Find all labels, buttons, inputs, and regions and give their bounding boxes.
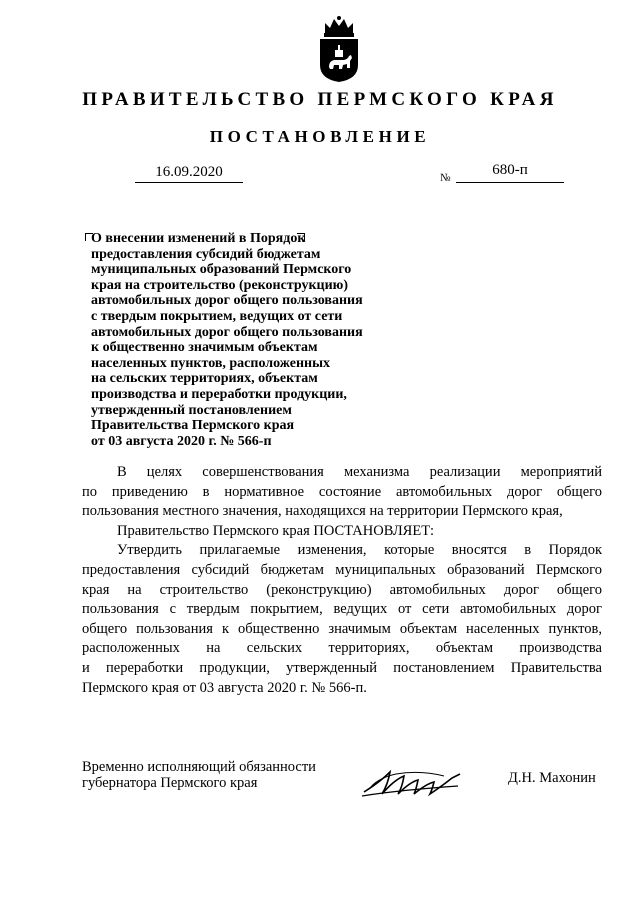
date-underline: [135, 182, 243, 183]
paragraph-1-line: по приведению в нормативное состояние автомобильных дорог общего: [82, 483, 602, 500]
subject-line: О внесении изменений в Порядок: [91, 231, 306, 246]
subject-line: автомобильных дорог общего пользования: [91, 293, 363, 309]
subject-line: края на строительство (реконструкцию): [91, 277, 349, 293]
paragraph-1-line: В целях совершенствования механизма реализации мероприятий: [117, 464, 602, 480]
subject-line: населенных пунктов, расположенных: [91, 355, 331, 371]
subject-line: на сельских территориях, объектам: [91, 371, 318, 387]
paragraph-3-line: пользования с твердым покрытием, ведущих от сети автомобильных дорог: [82, 601, 602, 618]
position-line: губернатора Пермского края: [82, 774, 258, 791]
document-date: 16.09.2020: [155, 164, 223, 180]
document-subject: [91, 231, 411, 449]
subject-line: к общественно значимым объектам: [91, 340, 318, 356]
paragraph-3-line: Утвердить прилагаемые изменения, которые вносятся в Порядок: [117, 542, 602, 559]
number-sign: №: [440, 172, 451, 184]
paragraph-3-line: предоставления субсидий бюджетам муниципальных образований Пермского: [82, 561, 602, 578]
handwritten-signature-icon: [360, 764, 470, 804]
subject-line: от 03 августа 2020 г. № 566-п: [91, 433, 272, 449]
paragraph-3-line: расположенных на сельских территориях, объектам производства: [82, 640, 602, 657]
document-number: 680-п: [492, 162, 528, 178]
government-title: ПРАВИТЕЛЬСТВО ПЕРМСКОГО КРАЯ: [82, 89, 558, 110]
signatory-position: [82, 760, 316, 791]
subject-line: автомобильных дорог общего пользования: [91, 324, 363, 340]
subject-line: утвержденный постановлением: [91, 402, 292, 418]
subject-line: муниципальных образований Пермского: [91, 262, 352, 278]
signatory-name: Д.Н. Махонин: [508, 770, 596, 786]
paragraph-3-line: Пермского края от 03 августа 2020 г. № 566-п.: [82, 679, 367, 696]
paragraph-2: Правительство Пермского края ПОСТАНОВЛЯЕТ:: [117, 522, 435, 539]
paragraph-1-line: пользования местного значения, находящихся на территории Пермского края,: [82, 503, 563, 520]
subject-line: предоставления субсидий бюджетам: [91, 246, 321, 262]
subject-line: с твердым покрытием, ведущих от сети: [91, 308, 343, 324]
paragraph-3-line: и переработки продукции, утвержденный постановлением Правительства: [82, 659, 602, 676]
paragraph-3-line: общего пользования к общественно значимым объектам населенных пунктов,: [82, 620, 602, 637]
subject-line: Правительства Пермского края: [91, 418, 295, 434]
number-underline: [456, 182, 564, 183]
document-body: [82, 463, 602, 698]
document-type: ПОСТАНОВЛЕНИЕ: [209, 127, 431, 146]
subject-line: производства и переработки продукции,: [91, 386, 347, 402]
paragraph-3-line: края на строительство (реконструкцию) автомобильных дорог общего: [82, 581, 602, 598]
coat-of-arms-icon: [317, 15, 361, 83]
position-line: Временно исполняющий обязанности: [82, 759, 316, 775]
